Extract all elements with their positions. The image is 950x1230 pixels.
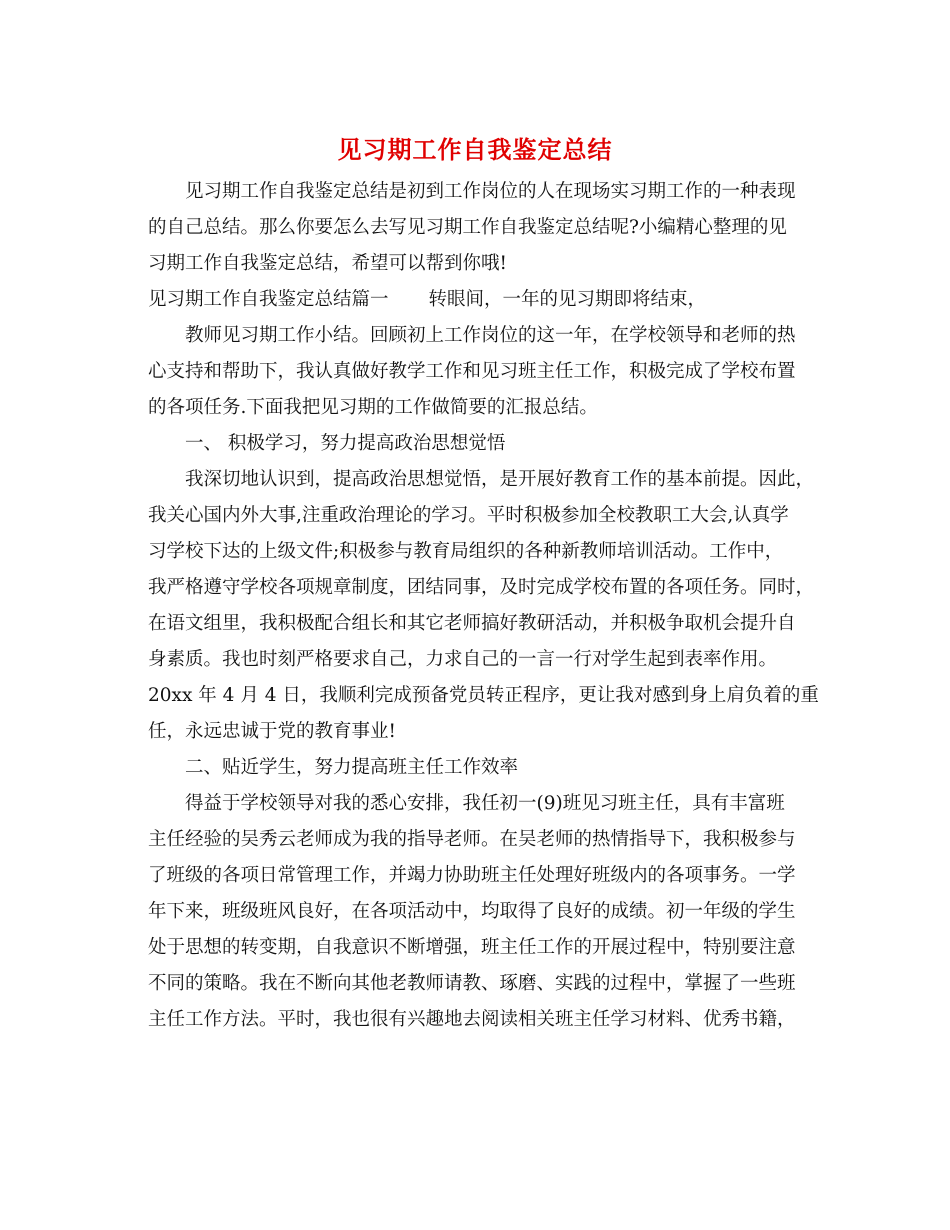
section-heading-continuation: 转眼间，一年的见习期即将结束，	[428, 289, 707, 310]
paragraph-line: 我严格遵守学校各项规章制度，团结同事，及时完成学校布置的各项任务。同时，	[148, 577, 815, 598]
paragraph-line: 教师见习期工作小结。回顾初上工作岗位的这一年，在学校领导和老师的热	[185, 325, 796, 346]
paragraph-line: 不同的策略。我在不断向其他老教师请教、琢磨、实践的过程中，掌握了一些班	[148, 973, 796, 994]
paragraph-line: 主任工作方法。平时，我也很有兴趣地去阅读相关班主任学习材料、优秀书籍，	[148, 1009, 796, 1030]
section-heading: 见习期工作自我鉴定总结篇一	[148, 289, 389, 310]
paragraph-line: 的各项任务.下面我把见习期的工作做简要的汇报总结。	[148, 397, 598, 418]
paragraph-line: 身素质。我也时刻严格要求自己，力求自己的一言一行对学生起到表率作用。	[148, 649, 778, 670]
paragraph-line: 处于思想的转变期，自我意识不断增强，班主任工作的开展过程中，特别要注意	[148, 937, 796, 958]
section-heading-line	[148, 286, 706, 314]
paragraph-line: 习学校下达的上级文件;积极参与教育局组织的各种新教师培训活动。工作中，	[148, 541, 784, 562]
paragraph-line: 得益于学校领导对我的悉心安排，我任初一(9)班见习班主任，具有丰富班	[185, 793, 785, 814]
paragraph-line: 见习期工作自我鉴定总结是初到工作岗位的人在现场实习期工作的一种表现	[185, 181, 796, 202]
paragraph-line: 主任经验的吴秀云老师成为我的指导老师。在吴老师的热情指导下，我积极参与	[148, 829, 796, 850]
paragraph-line: 年下来，班级班风良好，在各项活动中，均取得了良好的成绩。初一年级的学生	[148, 901, 796, 922]
paragraph-line: 我关心国内外大事,注重政治理论的学习。平时积极参加全校教职工大会,认真学	[148, 505, 789, 526]
paragraph-line: 20xx 年 4 月 4 日，我顺利完成预备党员转正程序，更让我对感到身上肩负着的重	[148, 685, 819, 706]
paragraph-line: 习期工作自我鉴定总结，希望可以帮到你哦!	[148, 253, 507, 274]
paragraph-line: 了班级的各项日常管理工作，并竭力协助班主任处理好班级内的各项事务。一学	[148, 865, 796, 886]
paragraph-line: 我深切地认识到，提高政治思想觉悟，是开展好教育工作的基本前提。因此，	[185, 469, 815, 490]
subheading-one: 一、 积极学习，努力提高政治思想觉悟	[185, 433, 506, 454]
paragraph-line: 的自己总结。那么你要怎么去写见习期工作自我鉴定总结呢?小编精心整理的见	[148, 217, 787, 238]
subheading-two: 二、贴近学生，努力提高班主任工作效率	[185, 757, 519, 778]
paragraph-line: 任，永远忠诚于党的教育事业!	[148, 721, 396, 742]
document-title: 见习期工作自我鉴定总结	[337, 135, 613, 164]
paragraph-line: 心支持和帮助下，我认真做好教学工作和见习班主任工作，积极完成了学校布置	[148, 361, 796, 382]
paragraph-line: 在语文组里，我积极配合组长和其它老师搞好教研活动，并积极争取机会提升自	[148, 613, 796, 634]
